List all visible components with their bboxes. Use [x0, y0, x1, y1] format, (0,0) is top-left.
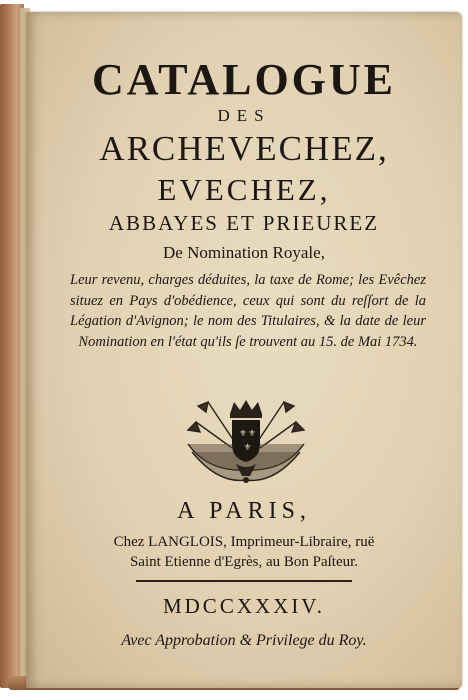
publisher-line-1: Chez LANGLOIS, Imprimeur-Libraire, ruë	[113, 534, 375, 550]
title-des: DES	[217, 106, 271, 125]
royal-arms-icon	[178, 392, 314, 492]
imprint-city: A PARIS,	[177, 498, 311, 524]
title-page	[26, 12, 462, 688]
divider-rule	[136, 580, 352, 582]
svg-text:⚜: ⚜	[243, 443, 252, 453]
title-eveches: EVECHEZ,	[157, 172, 331, 207]
svg-text:⚜: ⚜	[239, 429, 248, 439]
title-nomination: De Nomination Royale,	[163, 243, 325, 262]
imprint-year: MDCCXXXIV.	[162, 594, 326, 618]
title-archeveches: ARCHEVECHEZ,	[99, 129, 389, 168]
title-abbayes: ABBAYES ET PRIEUREZ	[108, 211, 380, 235]
approbation-line: Avec Approbation & Privilege du Roy.	[121, 632, 367, 649]
title: CATALOGUE	[91, 55, 397, 104]
publisher-line-2: Saint Etienne d'Egrès, au Bon Paſteur.	[129, 554, 359, 570]
svg-text:⚜: ⚜	[248, 429, 257, 439]
description-paragraph: Leur revenu, charges déduites, la taxe de Rome; les Evêchez situez en Pays d'obédience, ceux qui sont du reſſort de la Légation d'Avignon; le nom des Titulaires, & la date de leur Nomination en l'état qu'ils ſe trouvent au 15. de Mai 1734.	[70, 272, 426, 350]
